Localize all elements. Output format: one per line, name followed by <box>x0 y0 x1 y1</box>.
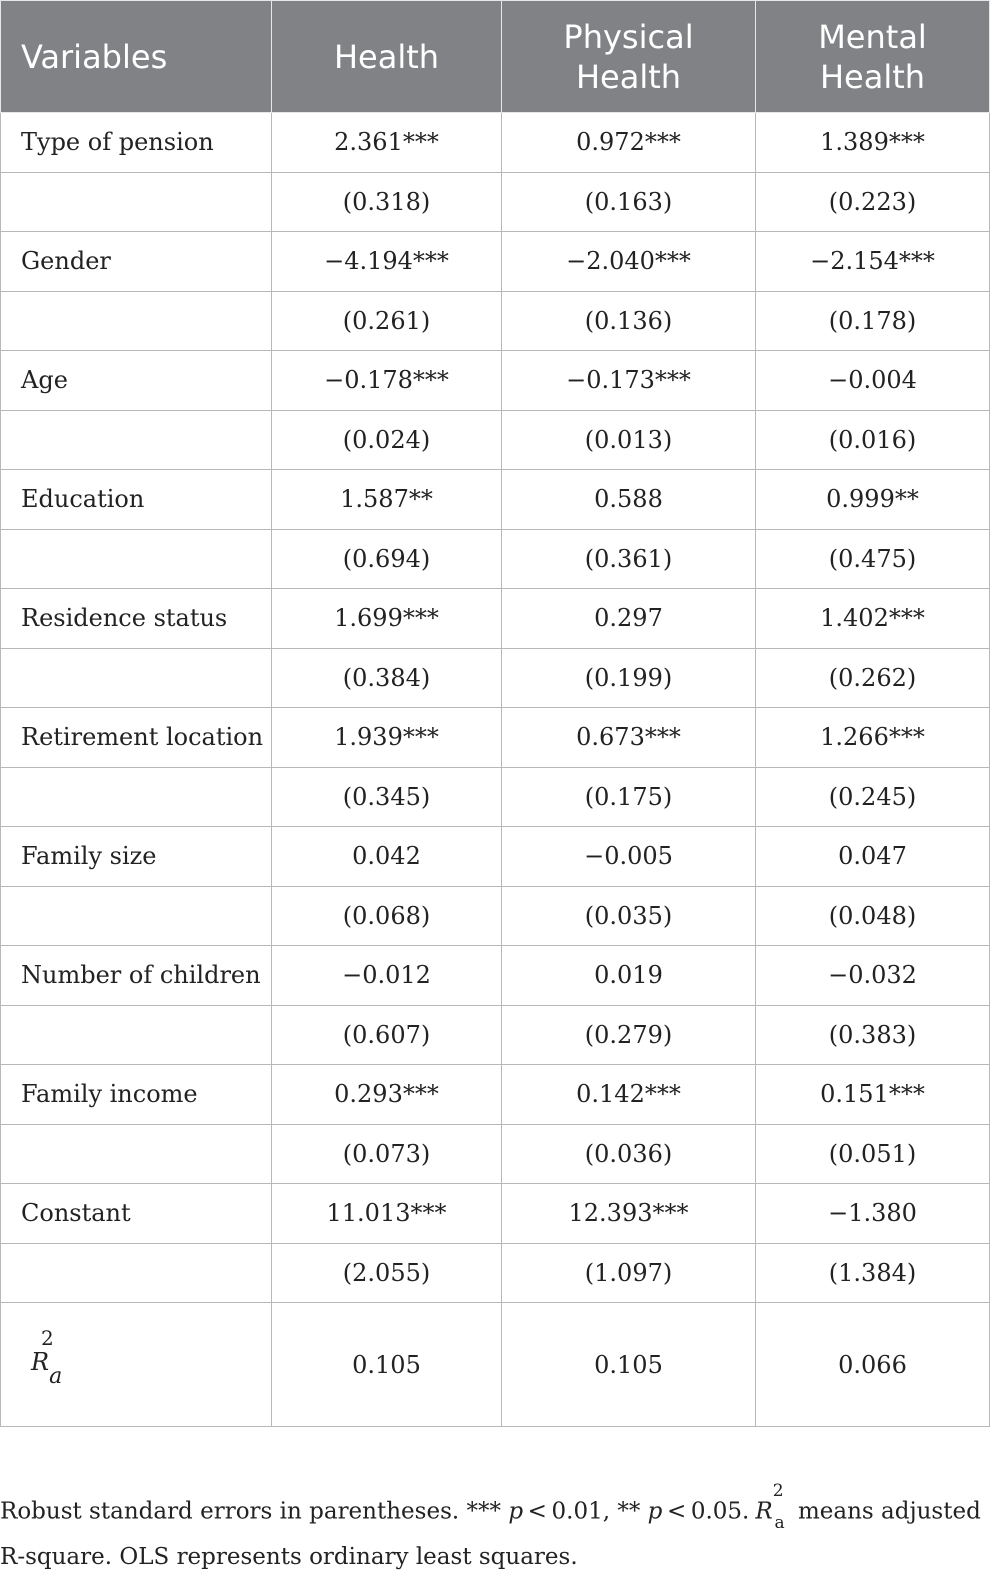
table-cell: 0.105 <box>502 1303 756 1427</box>
table-row <box>1 113 990 173</box>
table-row <box>1 708 990 768</box>
column-header <box>1 1 272 113</box>
table-cell: (0.178) <box>756 291 990 351</box>
table-cell: 1.402*** <box>756 589 990 649</box>
table-cell: 12.393*** <box>502 1184 756 1244</box>
table-cell: 1.939*** <box>272 708 502 768</box>
footnote-r2-letter: R <box>755 1498 773 1525</box>
table-cell: 1.389*** <box>756 113 990 173</box>
table-cell: (0.036) <box>502 1124 756 1184</box>
table-cell: (0.175) <box>502 767 756 827</box>
row-label: Residence status <box>1 589 272 649</box>
table-cell: −4.194*** <box>272 232 502 292</box>
table-row <box>1 1005 990 1065</box>
table-row <box>1 1124 990 1184</box>
footnote-text-2: < 0.01, ** <box>523 1498 648 1525</box>
table-cell: −0.012 <box>272 946 502 1006</box>
row-label <box>1 529 272 589</box>
row-label: Gender <box>1 232 272 292</box>
column-header-line: Physical <box>563 17 694 56</box>
table-cell: −0.005 <box>502 827 756 887</box>
table-cell: 0.673*** <box>502 708 756 768</box>
table-cell: −0.178*** <box>272 351 502 411</box>
table-cell: (0.068) <box>272 886 502 946</box>
row-label: Education <box>1 470 272 530</box>
table-row <box>1 232 990 292</box>
row-label: Retirement location <box>1 708 272 768</box>
table-cell: 11.013*** <box>272 1184 502 1244</box>
column-header-line: Mental <box>818 17 927 56</box>
table-cell: 0.297 <box>502 589 756 649</box>
table-body <box>1 113 990 1427</box>
row-label <box>1 1243 272 1303</box>
column-header-line: Health <box>575 57 682 96</box>
row-label: Type of pension <box>1 113 272 173</box>
footnote-text-3: < 0.05. <box>662 1498 750 1525</box>
footnote-r2-symbol <box>755 1481 785 1538</box>
table-row <box>1 291 990 351</box>
column-header-line: Health <box>819 57 926 96</box>
footnote-p-symbol-2: p <box>647 1498 663 1525</box>
row-label: Family income <box>1 1065 272 1125</box>
table-row <box>1 172 990 232</box>
table-cell: −2.154*** <box>756 232 990 292</box>
table-cell: 0.142*** <box>502 1065 756 1125</box>
table-row <box>1 351 990 411</box>
table-cell: (0.475) <box>756 529 990 589</box>
r2-superscript: 2 <box>41 1325 54 1350</box>
table-cell: (0.016) <box>756 410 990 470</box>
footnote-text-4: means adjusted R-square. OLS represents ordinary least squares. <box>0 1498 981 1571</box>
table-cell: 0.151*** <box>756 1065 990 1125</box>
r2-subscript: a <box>49 1364 63 1390</box>
table-cell: 0.066 <box>756 1303 990 1427</box>
table-cell: 0.105 <box>272 1303 502 1427</box>
table-cell: (0.199) <box>502 648 756 708</box>
table-cell: 2.361*** <box>272 113 502 173</box>
column-header <box>272 1 502 113</box>
table-cell: (2.055) <box>272 1243 502 1303</box>
row-label <box>1 291 272 351</box>
footnote-p-symbol: p <box>508 1498 524 1525</box>
footnote-r2-sub: a <box>774 1513 785 1534</box>
table-cell: (0.051) <box>756 1124 990 1184</box>
row-label: Age <box>1 351 272 411</box>
table-cell: (0.345) <box>272 767 502 827</box>
table-cell: 0.019 <box>502 946 756 1006</box>
table-cell: 1.699*** <box>272 589 502 649</box>
table-cell: (0.361) <box>502 529 756 589</box>
row-label <box>1 172 272 232</box>
table-cell: (0.607) <box>272 1005 502 1065</box>
table-cell: (0.245) <box>756 767 990 827</box>
row-label: Number of children <box>1 946 272 1006</box>
table-cell: (0.024) <box>272 410 502 470</box>
row-label <box>1 410 272 470</box>
table-cell: 0.047 <box>756 827 990 887</box>
table-row <box>1 886 990 946</box>
table-cell: (0.163) <box>502 172 756 232</box>
column-header <box>502 1 756 113</box>
footnote-text-1: Robust standard errors in parentheses. *** <box>0 1498 509 1525</box>
table-cell: −2.040*** <box>502 232 756 292</box>
table-cell: 0.999** <box>756 470 990 530</box>
row-label <box>1 767 272 827</box>
table-cell: (0.383) <box>756 1005 990 1065</box>
table-cell: −1.380 <box>756 1184 990 1244</box>
r2-letter: R <box>31 1347 50 1376</box>
table-row <box>1 470 990 530</box>
row-label <box>1 1124 272 1184</box>
table-row <box>1 1243 990 1303</box>
table-row <box>1 1184 990 1244</box>
column-header <box>756 1 990 113</box>
table-cell: (0.384) <box>272 648 502 708</box>
table-row <box>1 1065 990 1125</box>
table-cell: (0.223) <box>756 172 990 232</box>
row-label: Family size <box>1 827 272 887</box>
row-label <box>1 648 272 708</box>
table-cell: 0.042 <box>272 827 502 887</box>
table-header <box>1 1 990 113</box>
r2-symbol <box>21 1325 63 1390</box>
table-cell: (1.097) <box>502 1243 756 1303</box>
table-cell: (0.048) <box>756 886 990 946</box>
table-cell: (0.035) <box>502 886 756 946</box>
table-row-r2 <box>1 1303 990 1427</box>
table-row <box>1 648 990 708</box>
table-row <box>1 589 990 649</box>
table-cell: −0.032 <box>756 946 990 1006</box>
table-row <box>1 827 990 887</box>
table-cell: (0.261) <box>272 291 502 351</box>
table-cell: 1.587** <box>272 470 502 530</box>
table-footnote <box>0 1481 990 1576</box>
table-cell: (0.073) <box>272 1124 502 1184</box>
table-cell: 0.972*** <box>502 113 756 173</box>
table-cell: (1.384) <box>756 1243 990 1303</box>
table-cell: (0.694) <box>272 529 502 589</box>
row-label <box>1 886 272 946</box>
table-row <box>1 529 990 589</box>
table-cell: −0.173*** <box>502 351 756 411</box>
table-row <box>1 410 990 470</box>
table-cell: (0.013) <box>502 410 756 470</box>
table-cell: 1.266*** <box>756 708 990 768</box>
header-row <box>1 1 990 113</box>
row-label-r2 <box>1 1303 272 1427</box>
row-label: Constant <box>1 1184 272 1244</box>
table-cell: −0.004 <box>756 351 990 411</box>
table-cell: 0.293*** <box>272 1065 502 1125</box>
table-cell: (0.262) <box>756 648 990 708</box>
footnote-r2-sup: 2 <box>772 1481 784 1501</box>
column-header-line: Variables <box>21 37 168 76</box>
table-cell: 0.588 <box>502 470 756 530</box>
table-cell: (0.279) <box>502 1005 756 1065</box>
row-label <box>1 1005 272 1065</box>
table-cell: (0.136) <box>502 291 756 351</box>
table-cell: (0.318) <box>272 172 502 232</box>
table-row <box>1 946 990 1006</box>
column-header-line: Health <box>333 37 440 76</box>
table-row <box>1 767 990 827</box>
